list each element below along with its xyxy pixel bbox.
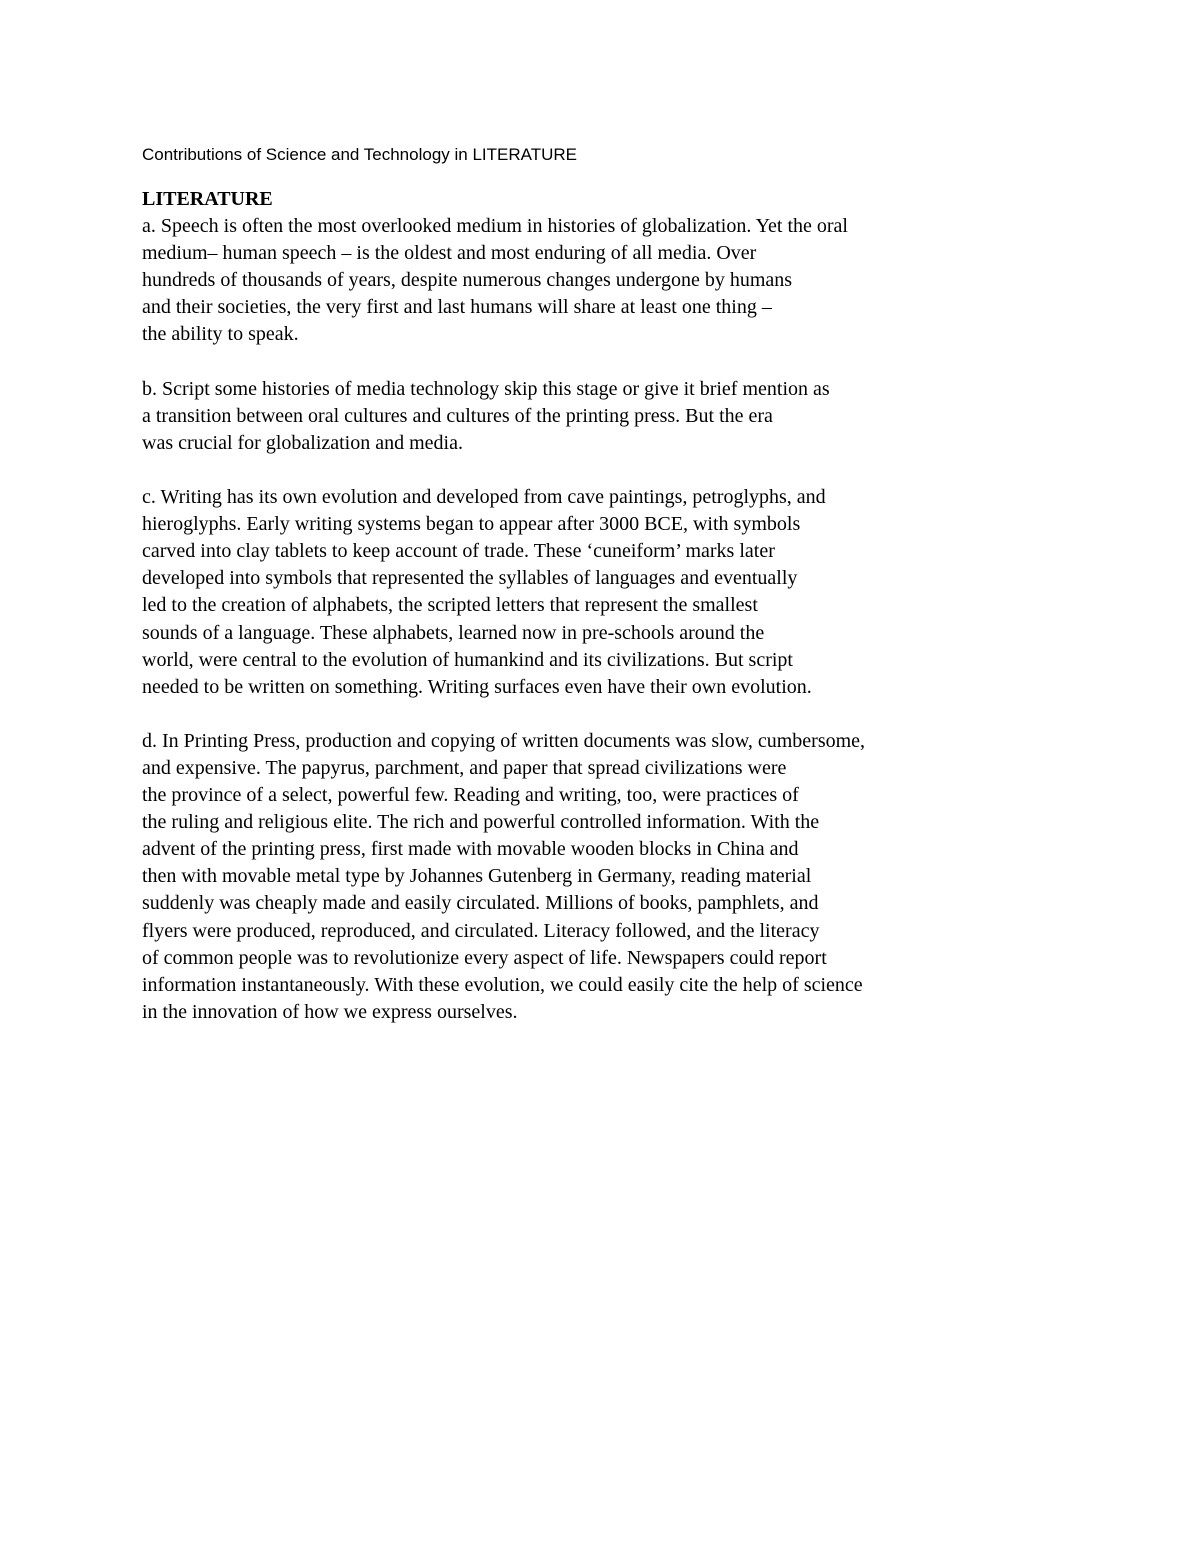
paragraph-line: world, were central to the evolution of humankind and its civilizations. But script [142,648,793,671]
paragraph-line: then with movable metal type by Johannes Gutenberg in Germany, reading material [142,865,812,888]
paragraph-line: was crucial for globalization and media. [142,431,463,454]
document-body [142,186,1162,1053]
paragraph-c [142,484,1162,701]
paragraph-line: c. Writing has its own evolution and developed from cave paintings, petroglyphs, and [142,486,826,509]
paragraph-line: flyers were produced, reproduced, and circulated. Literacy followed, and the literacy [142,919,820,942]
paragraph-line: a transition between oral cultures and cultures of the printing press. But the era [142,404,773,427]
paragraph-line: hundreds of thousands of years, despite numerous changes undergone by humans [142,269,793,292]
paragraph-line: advent of the printing press, first made with movable wooden blocks in China and [142,838,799,861]
paragraph-line: suddenly was cheaply made and easily circulated. Millions of books, pamphlets, and [142,892,819,915]
paragraph-line: led to the creation of alphabets, the scripted letters that represent the smallest [142,594,758,617]
paragraph-line: needed to be written on something. Writing surfaces even have their own evolution. [142,675,812,698]
paragraph-line: carved into clay tablets to keep account of trade. These ‘cuneiform’ marks later [142,540,775,563]
paragraph-line: and their societies, the very first and last humans will share at least one thing – [142,296,772,319]
paragraph-line: b. Script some histories of media technology skip this stage or give it brief mention as [142,377,830,400]
paragraph-line: the ruling and religious elite. The rich and powerful controlled information. With the [142,811,820,834]
paragraph-line: sounds of a language. These alphabets, learned now in pre-schools around the [142,621,765,644]
paragraph-line: medium– human speech – is the oldest and most enduring of all media. Over [142,242,757,265]
paragraph-line: developed into symbols that represented the syllables of languages and eventually [142,567,798,590]
paragraph-line: d. In Printing Press, production and copying of written documents was slow, cumbersome, [142,729,866,752]
paragraph-line: the province of a select, powerful few. Reading and writing, too, were practices of [142,784,799,807]
paragraph-line: and expensive. The papyrus, parchment, and paper that spread civilizations were [142,756,787,779]
paragraph-line: the ability to speak. [142,323,299,346]
paragraph-d [142,728,1162,1026]
paragraph-line: a. Speech is often the most overlooked medium in histories of globalization. Yet the oral [142,215,848,238]
paragraph-line: information instantaneously. With these evolution, we could easily cite the help of science [142,973,863,996]
paragraph-b [142,376,1162,457]
paragraph-line: of common people was to revolutionize every aspect of life. Newspapers could report [142,946,827,969]
document-title: Contributions of Science and Technology in LITERATURE [142,145,577,164]
paragraph-line: hieroglyphs. Early writing systems began to appear after 3000 BCE, with symbols [142,513,801,536]
paragraph-line: in the innovation of how we express ourselves. [142,1000,518,1023]
section-heading: LITERATURE [142,188,273,210]
paragraph-a [142,213,1162,348]
